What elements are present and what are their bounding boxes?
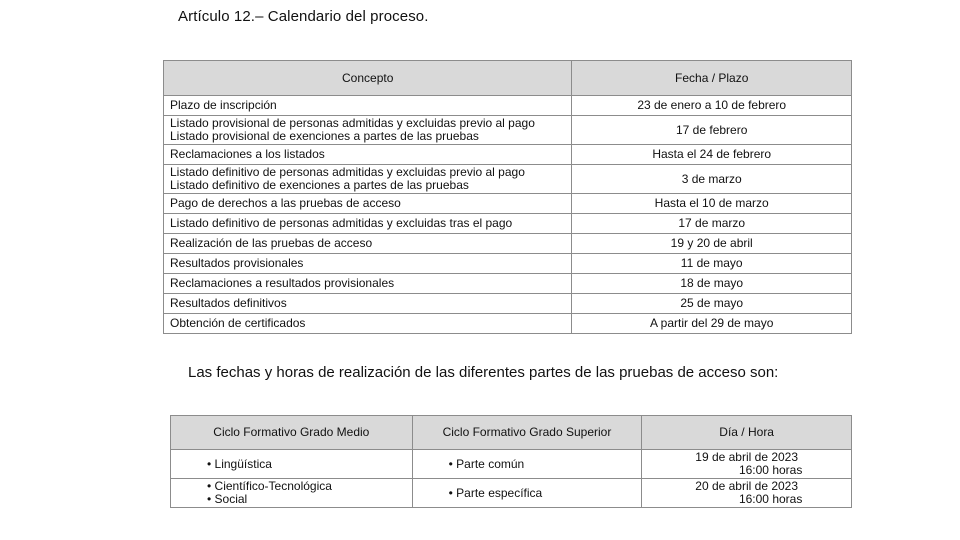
concept-cell	[164, 96, 572, 116]
concept-cell	[164, 314, 572, 334]
exam-date: 20 de abril de 2023	[695, 479, 799, 493]
header-fecha-plazo: Fecha / Plazo	[572, 61, 852, 96]
exam-date: 19 de abril de 2023	[695, 450, 799, 464]
calendar-row	[164, 194, 852, 214]
grado-superior-cell: • Parte específica	[412, 479, 642, 508]
concept-cell	[164, 214, 572, 234]
concept-text: Listado definitivo de personas admitidas y excluidas previo al pago	[170, 165, 525, 179]
concept-text: Resultados definitivos	[170, 296, 287, 310]
date-cell: 17 de marzo	[572, 214, 852, 234]
grado-medio-item: • Social	[207, 492, 248, 506]
header-concepto: Concepto	[164, 61, 572, 96]
calendar-row	[164, 96, 852, 116]
grado-medio-item: • Científico-Tecnológica	[207, 479, 332, 493]
concept-cell	[164, 116, 572, 145]
concept-text: Listado definitivo de personas admitidas y excluidas tras el pago	[170, 216, 513, 230]
grado-medio-cell	[171, 479, 413, 508]
header-grado-medio: Ciclo Formativo Grado Medio	[171, 416, 413, 450]
concept-cell	[164, 194, 572, 214]
calendar-row	[164, 274, 852, 294]
calendar-body	[164, 96, 852, 334]
concept-text: Listado provisional de personas admitidas y excluidas previo al pago	[170, 116, 535, 130]
dia-hora-cell	[642, 450, 852, 479]
date-cell: A partir del 29 de mayo	[572, 314, 852, 334]
concept-cell	[164, 254, 572, 274]
calendar-row	[164, 254, 852, 274]
concept-cell	[164, 234, 572, 254]
date-cell: 25 de mayo	[572, 294, 852, 314]
exam-time: 16:00 horas	[738, 492, 803, 506]
calendar-row	[164, 234, 852, 254]
concept-text: Reclamaciones a los listados	[170, 147, 325, 161]
header-dia-hora: Día / Hora	[642, 416, 852, 450]
concept-text: Realización de las pruebas de acceso	[170, 236, 373, 250]
date-cell: 19 y 20 de abril	[572, 234, 852, 254]
concept-text: Listado provisional de exenciones a partes de las pruebas	[170, 129, 479, 143]
concept-text: Plazo de inscripción	[170, 98, 277, 112]
calendar-header-row	[164, 61, 852, 96]
header-grado-superior: Ciclo Formativo Grado Superior	[412, 416, 642, 450]
grado-superior-cell: • Parte común	[412, 450, 642, 479]
concept-text: Pago de derechos a las pruebas de acceso	[170, 196, 401, 210]
article-heading: Artículo 12.– Calendario del proceso.	[178, 8, 429, 25]
concept-text: Reclamaciones a resultados provisionales	[170, 276, 395, 290]
date-cell: 17 de febrero	[572, 116, 852, 145]
dia-hora-cell	[642, 479, 852, 508]
grado-medio-item: • Lingüística	[207, 456, 272, 471]
calendar-row	[164, 314, 852, 334]
schedule-body	[171, 450, 852, 508]
concept-text: Resultados provisionales	[170, 256, 304, 270]
calendar-row	[164, 116, 852, 145]
schedule-row	[171, 450, 852, 479]
date-cell: Hasta el 24 de febrero	[572, 145, 852, 165]
date-cell: 18 de mayo	[572, 274, 852, 294]
concept-cell	[164, 274, 572, 294]
calendar-row	[164, 145, 852, 165]
concept-text: Listado definitivo de exenciones a partes de las pruebas	[170, 178, 469, 192]
date-cell: 23 de enero a 10 de febrero	[572, 96, 852, 116]
schedule-header-row	[171, 416, 852, 450]
calendar-row	[164, 294, 852, 314]
date-cell: 11 de mayo	[572, 254, 852, 274]
concept-cell	[164, 165, 572, 194]
schedule-row	[171, 479, 852, 508]
concept-text: Obtención de certificados	[170, 316, 306, 330]
date-cell: Hasta el 10 de marzo	[572, 194, 852, 214]
calendar-table	[163, 60, 852, 334]
exam-time: 16:00 horas	[738, 463, 803, 477]
calendar-row	[164, 165, 852, 194]
concept-cell	[164, 294, 572, 314]
concept-cell	[164, 145, 572, 165]
schedule-table	[170, 415, 852, 508]
calendar-row	[164, 214, 852, 234]
date-cell: 3 de marzo	[572, 165, 852, 194]
grado-medio-cell	[171, 450, 413, 479]
schedule-intro: Las fechas y horas de realización de las diferentes partes de las pruebas de acceso son:	[188, 364, 779, 381]
